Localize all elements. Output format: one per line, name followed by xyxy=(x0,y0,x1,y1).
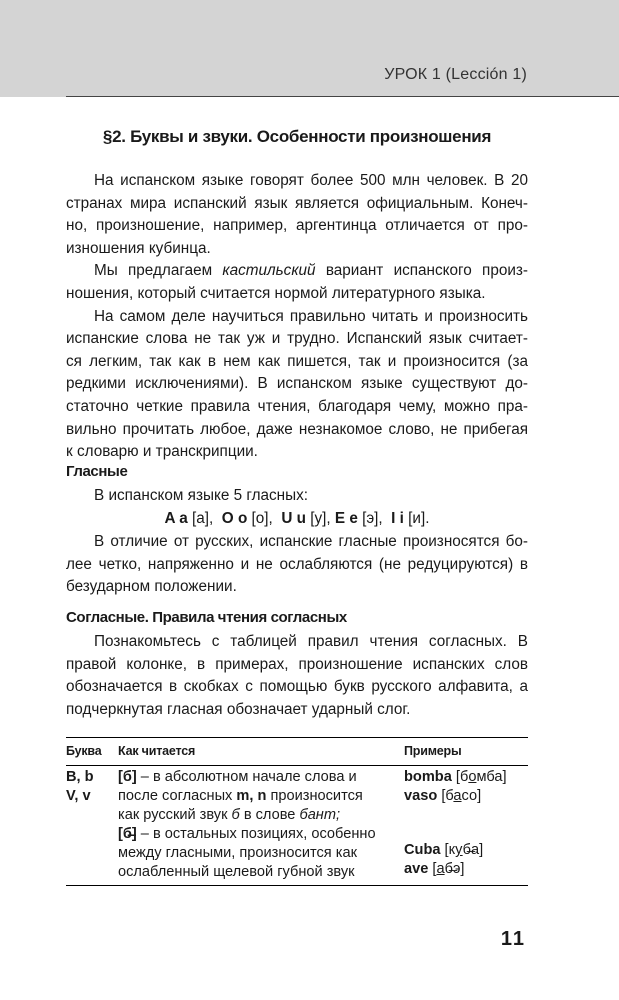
section-title: §2. Буквы и звуки. Особенности произношения xyxy=(102,127,492,146)
running-header-band xyxy=(0,0,619,97)
text-line: странах мира испанский язык является официальным. Конеч- xyxy=(66,194,528,212)
text-line xyxy=(118,806,404,825)
letter-ref: m, n xyxy=(236,788,267,804)
text-line: правой колонке, в примерах, произношение испанских слов xyxy=(66,655,528,673)
text-run: [б xyxy=(441,788,454,804)
example xyxy=(404,768,528,787)
text-line xyxy=(118,787,404,806)
text-line: ношения, который считается нормой литературного языка. xyxy=(66,284,486,302)
text-line: В отличие от русских, испанские гласные произносятся бо- xyxy=(94,533,528,550)
consonants-heading: Согласные. Правила чтения согласных xyxy=(66,609,347,626)
letter-pair: V, v xyxy=(66,788,91,804)
text-line: редкими исключениями). В испанском языке существуют до- xyxy=(66,375,528,393)
vowels-heading: Гласные xyxy=(66,463,128,480)
sound-symbol: [б] xyxy=(118,769,137,785)
text-line: испанские слова не так уж и трудно. Испанский язык считает- xyxy=(66,330,528,348)
stressed-vowel: а xyxy=(453,788,462,804)
text-line: ослабленный щелевой губной звук xyxy=(118,864,355,880)
text-line: вильно прочитать любое, даже незнакомое слово, не прибегая xyxy=(66,420,528,438)
example-word: vaso xyxy=(404,788,438,804)
spacer xyxy=(404,806,528,841)
stressed-vowel: у xyxy=(455,842,463,858)
intro-paragraph-1 xyxy=(66,170,528,260)
running-header-title: УРОК 1 (Lección 1) xyxy=(384,66,527,83)
text-line xyxy=(66,260,528,283)
text-run: Мы предлагаем xyxy=(94,262,223,280)
text-line: На самом деле научиться правильно читать и произносить xyxy=(94,307,528,325)
vowel-list xyxy=(66,508,528,531)
italic-term: бант; xyxy=(299,807,341,823)
consonant-rules-table xyxy=(66,737,528,886)
text-line: подчеркнутая гласная обозначает ударный слог. xyxy=(66,700,411,718)
table-row xyxy=(66,766,528,886)
example xyxy=(404,787,528,806)
vowels-paragraph xyxy=(66,531,528,599)
sound-symbol: [б̶] xyxy=(118,826,137,842)
reading-cell xyxy=(118,766,404,886)
text-run: [б xyxy=(455,769,469,785)
column-header-letter: Буква xyxy=(66,738,118,766)
vowel-sound: [у], xyxy=(310,510,331,527)
page-number: 11 xyxy=(500,928,526,950)
text-run: [к xyxy=(444,842,456,858)
text-run: после согласных xyxy=(118,788,237,804)
vowel-letters: E e xyxy=(334,510,358,527)
text-run: б̶а] xyxy=(462,842,484,858)
text-run: – в остальных позициях, особенно xyxy=(136,826,376,842)
stressed-vowel: а xyxy=(436,861,445,877)
text-run: [ xyxy=(432,861,437,877)
letter-pair: B, b xyxy=(66,769,94,785)
vowel-letters: O o xyxy=(221,510,248,527)
vowel-sound: [а], xyxy=(192,510,214,527)
examples-cell xyxy=(404,766,528,886)
vowel-sound: [и]. xyxy=(408,510,430,527)
example-word: ave xyxy=(404,861,429,877)
consonants-paragraph xyxy=(66,631,528,721)
text-run: мба] xyxy=(476,769,507,785)
vowel-letters: I i xyxy=(391,510,404,527)
stressed-vowel: о xyxy=(468,769,477,785)
text-line: обозначается в скобках с помощью букв русского алфавита, а xyxy=(66,678,528,696)
text-line xyxy=(118,768,404,787)
text-line: Познакомьтесь с таблицей правил чтения согласных. В xyxy=(94,633,528,650)
text-run: как русский звук xyxy=(118,807,232,823)
text-line: статочно четкие правила чтения, благодаря чему, можно пра- xyxy=(66,397,528,415)
text-run: произносится xyxy=(266,788,363,804)
text-run: вариант испанского произ- xyxy=(315,262,528,280)
text-line: В испанском языке 5 гласных: xyxy=(94,487,309,504)
intro-paragraph-3 xyxy=(66,306,528,464)
italic-term: б xyxy=(231,807,240,823)
text-line: к словарю и транскрипции. xyxy=(66,443,258,461)
vowels-intro xyxy=(66,485,528,508)
text-line: но, произношение, например, аргентинца отличается от про- xyxy=(66,217,528,235)
text-line: изношения кубинца. xyxy=(66,239,211,257)
text-line xyxy=(118,825,404,844)
example-word: bomba xyxy=(404,769,452,785)
table-header-row xyxy=(66,738,528,766)
text-run: в слове xyxy=(239,807,300,823)
vowel-sound: [э], xyxy=(362,510,383,527)
vowel-sound: [о], xyxy=(251,510,273,527)
example-word: Cuba xyxy=(404,842,441,858)
example xyxy=(404,860,528,879)
intro-paragraph-2 xyxy=(66,260,528,305)
text-run: со] xyxy=(461,788,482,804)
column-header-reading: Как читается xyxy=(118,738,404,766)
vowel-letters: U u xyxy=(281,510,306,527)
text-line: лее четко, напряженно и не ослабляются (не редуцируются) в xyxy=(66,555,528,573)
text-run: б̶э] xyxy=(444,861,465,877)
italic-term: кастильский xyxy=(222,262,316,280)
vowel-letters: A a xyxy=(164,510,188,527)
text-line: между гласными, произносится как xyxy=(118,845,357,861)
column-header-examples: Примеры xyxy=(404,738,528,766)
example xyxy=(404,841,528,860)
text-line: безударном положении. xyxy=(66,578,237,596)
header-rule xyxy=(66,96,619,97)
text-line: ся легким, так как в нем как пишется, так и произносится (за xyxy=(66,352,528,370)
text-line: На испанском языке говорят более 500 млн человек. В 20 xyxy=(94,172,528,189)
letter-cell xyxy=(66,766,118,886)
intro-text xyxy=(66,170,528,464)
text-run: – в абсолютном начале слова и xyxy=(136,769,357,785)
